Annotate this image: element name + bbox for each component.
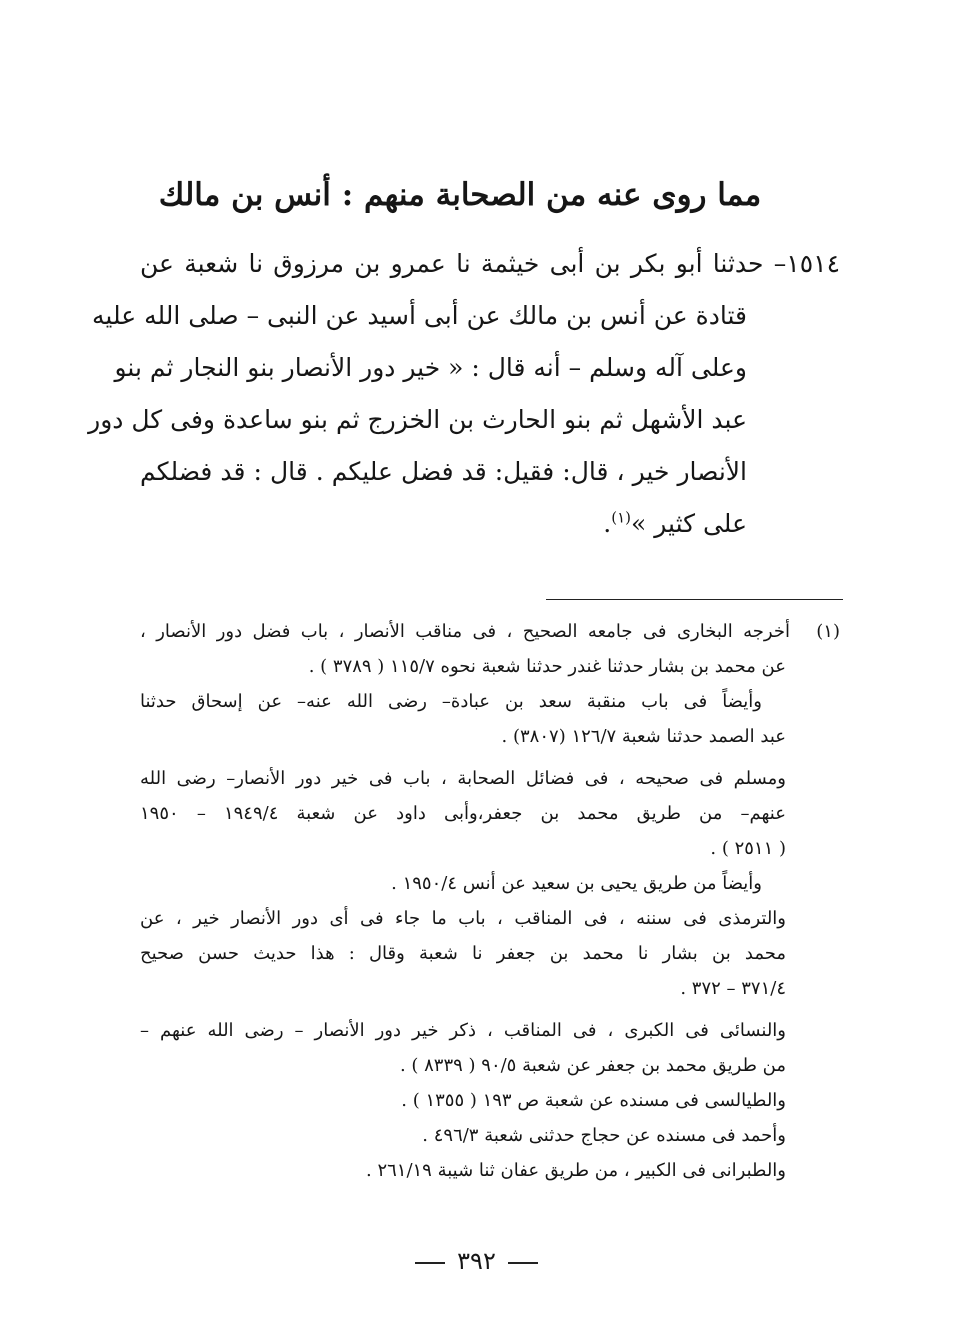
page-number	[0, 1241, 953, 1281]
hadith-last-text: على كثير »	[630, 509, 747, 538]
footnote-line: محمد بن بشار نا محمد بن جعفر نا شعبة وقال : هذا حديث حسن صحيح	[140, 943, 786, 964]
footnote-line	[140, 614, 840, 649]
footnote-line: عبد الصمد حدثنا شعبة ١٢٦/٧ (٣٨٠٧) .	[501, 726, 786, 747]
hadith-line-text: – حدثنا أبو بكر بن أبى خيثمة نا عمرو بن مرزوق نا شعبة عن	[140, 249, 787, 278]
page-number-value: ٣٩٢	[457, 1247, 496, 1275]
footnote-line: ٣٧١/٤ – ٣٧٢ .	[680, 978, 786, 999]
footnote-text: أخرجه البخارى فى جامعه الصحيح ، فى مناقب الأنصار ، باب فضل دور الأنصار ،	[140, 621, 790, 642]
footnote-separator	[546, 599, 843, 600]
hadith-end-period: .	[603, 509, 612, 538]
footnote-line: وأحمد فى مسنده عن حجاج حدثنى شعبة ٤٩٦/٣ .	[422, 1125, 786, 1146]
footnote-line: ومسلم فى صحيحه ، فى فضائل الصحابة ، باب فى خير دور الأنصار– رضى الله	[140, 768, 786, 789]
footnote-line: والطبرانى فى الكبير ، من طريق عفان ثنا شيبة ٢٦١/١٩ .	[365, 1160, 786, 1181]
hadith-line-5: الأنصار خير ، قال: فقيل: قد فضل عليكم . قال : قد فضلكم	[140, 457, 747, 486]
footnote-line: والنسائى فى الكبرى ، فى المناقب ، ذكر خير دور الأنصار – رضى الله عنهم –	[140, 1020, 786, 1041]
footnote-line: وأيضاً فى باب منقبة سعد بن عبادة– رضى الله عنه– عن إسحاق حدثنا	[140, 691, 762, 712]
footnote-line: والطيالسى فى مسنده عن شعبة ص ١٩٣ ( ١٣٥٥ ) .	[401, 1090, 786, 1111]
footnote-marker: (١)	[816, 621, 840, 642]
section-heading: مما روى عنه من الصحابة منهم : أنس بن مالك	[158, 177, 762, 213]
hadith-line-1	[140, 238, 840, 290]
footnote-line: وأيضاً من طريق يحيى بن سعيد عن أنس ١٩٥٠/٤ .	[391, 873, 762, 894]
hadith-line-6	[140, 498, 747, 550]
page-number-dash	[508, 1262, 538, 1264]
footnote-line: ( ٢٥١١ ) .	[710, 838, 786, 859]
hadith-line-3: وعلى آله وسلم – أنه قال : « خير دور الأنصار بنو النجار ثم بنو	[114, 353, 747, 382]
hadith-text	[88, 238, 840, 550]
footnote-line: والترمذى فى سننه ، فى المناقب ، باب ما جاء فى أى دور الأنصار خير ، عن	[140, 908, 786, 929]
footnote-reference: (١)	[611, 508, 631, 527]
footnote-line: من طريق محمد بن جعفر عن شعبة ٩٠/٥ ( ٨٣٣٩ ) .	[399, 1055, 786, 1076]
footnotes	[140, 614, 840, 1188]
hadith-line-4: عبد الأشهل ثم بنو الحارث بن الخزرج ثم بنو ساعدة وفى كل دور	[88, 405, 747, 434]
hadith-line-2: قتادة عن أنس بن مالك عن أبى أسيد عن النبى – صلى الله عليه	[92, 301, 747, 330]
footnote-line: عنهم– من طريق محمد بن جعفر،وأبى داود عن شعبة ١٩٤٩/٤ – ١٩٥٠	[140, 803, 786, 824]
footnote-line: عن محمد بن بشار حدثنا غندر حدثنا شعبة نحوه ١١٥/٧ ( ٣٧٨٩ ) .	[308, 656, 786, 677]
page-number-dash	[415, 1262, 445, 1264]
hadith-number: ١٥١٤	[786, 249, 840, 278]
